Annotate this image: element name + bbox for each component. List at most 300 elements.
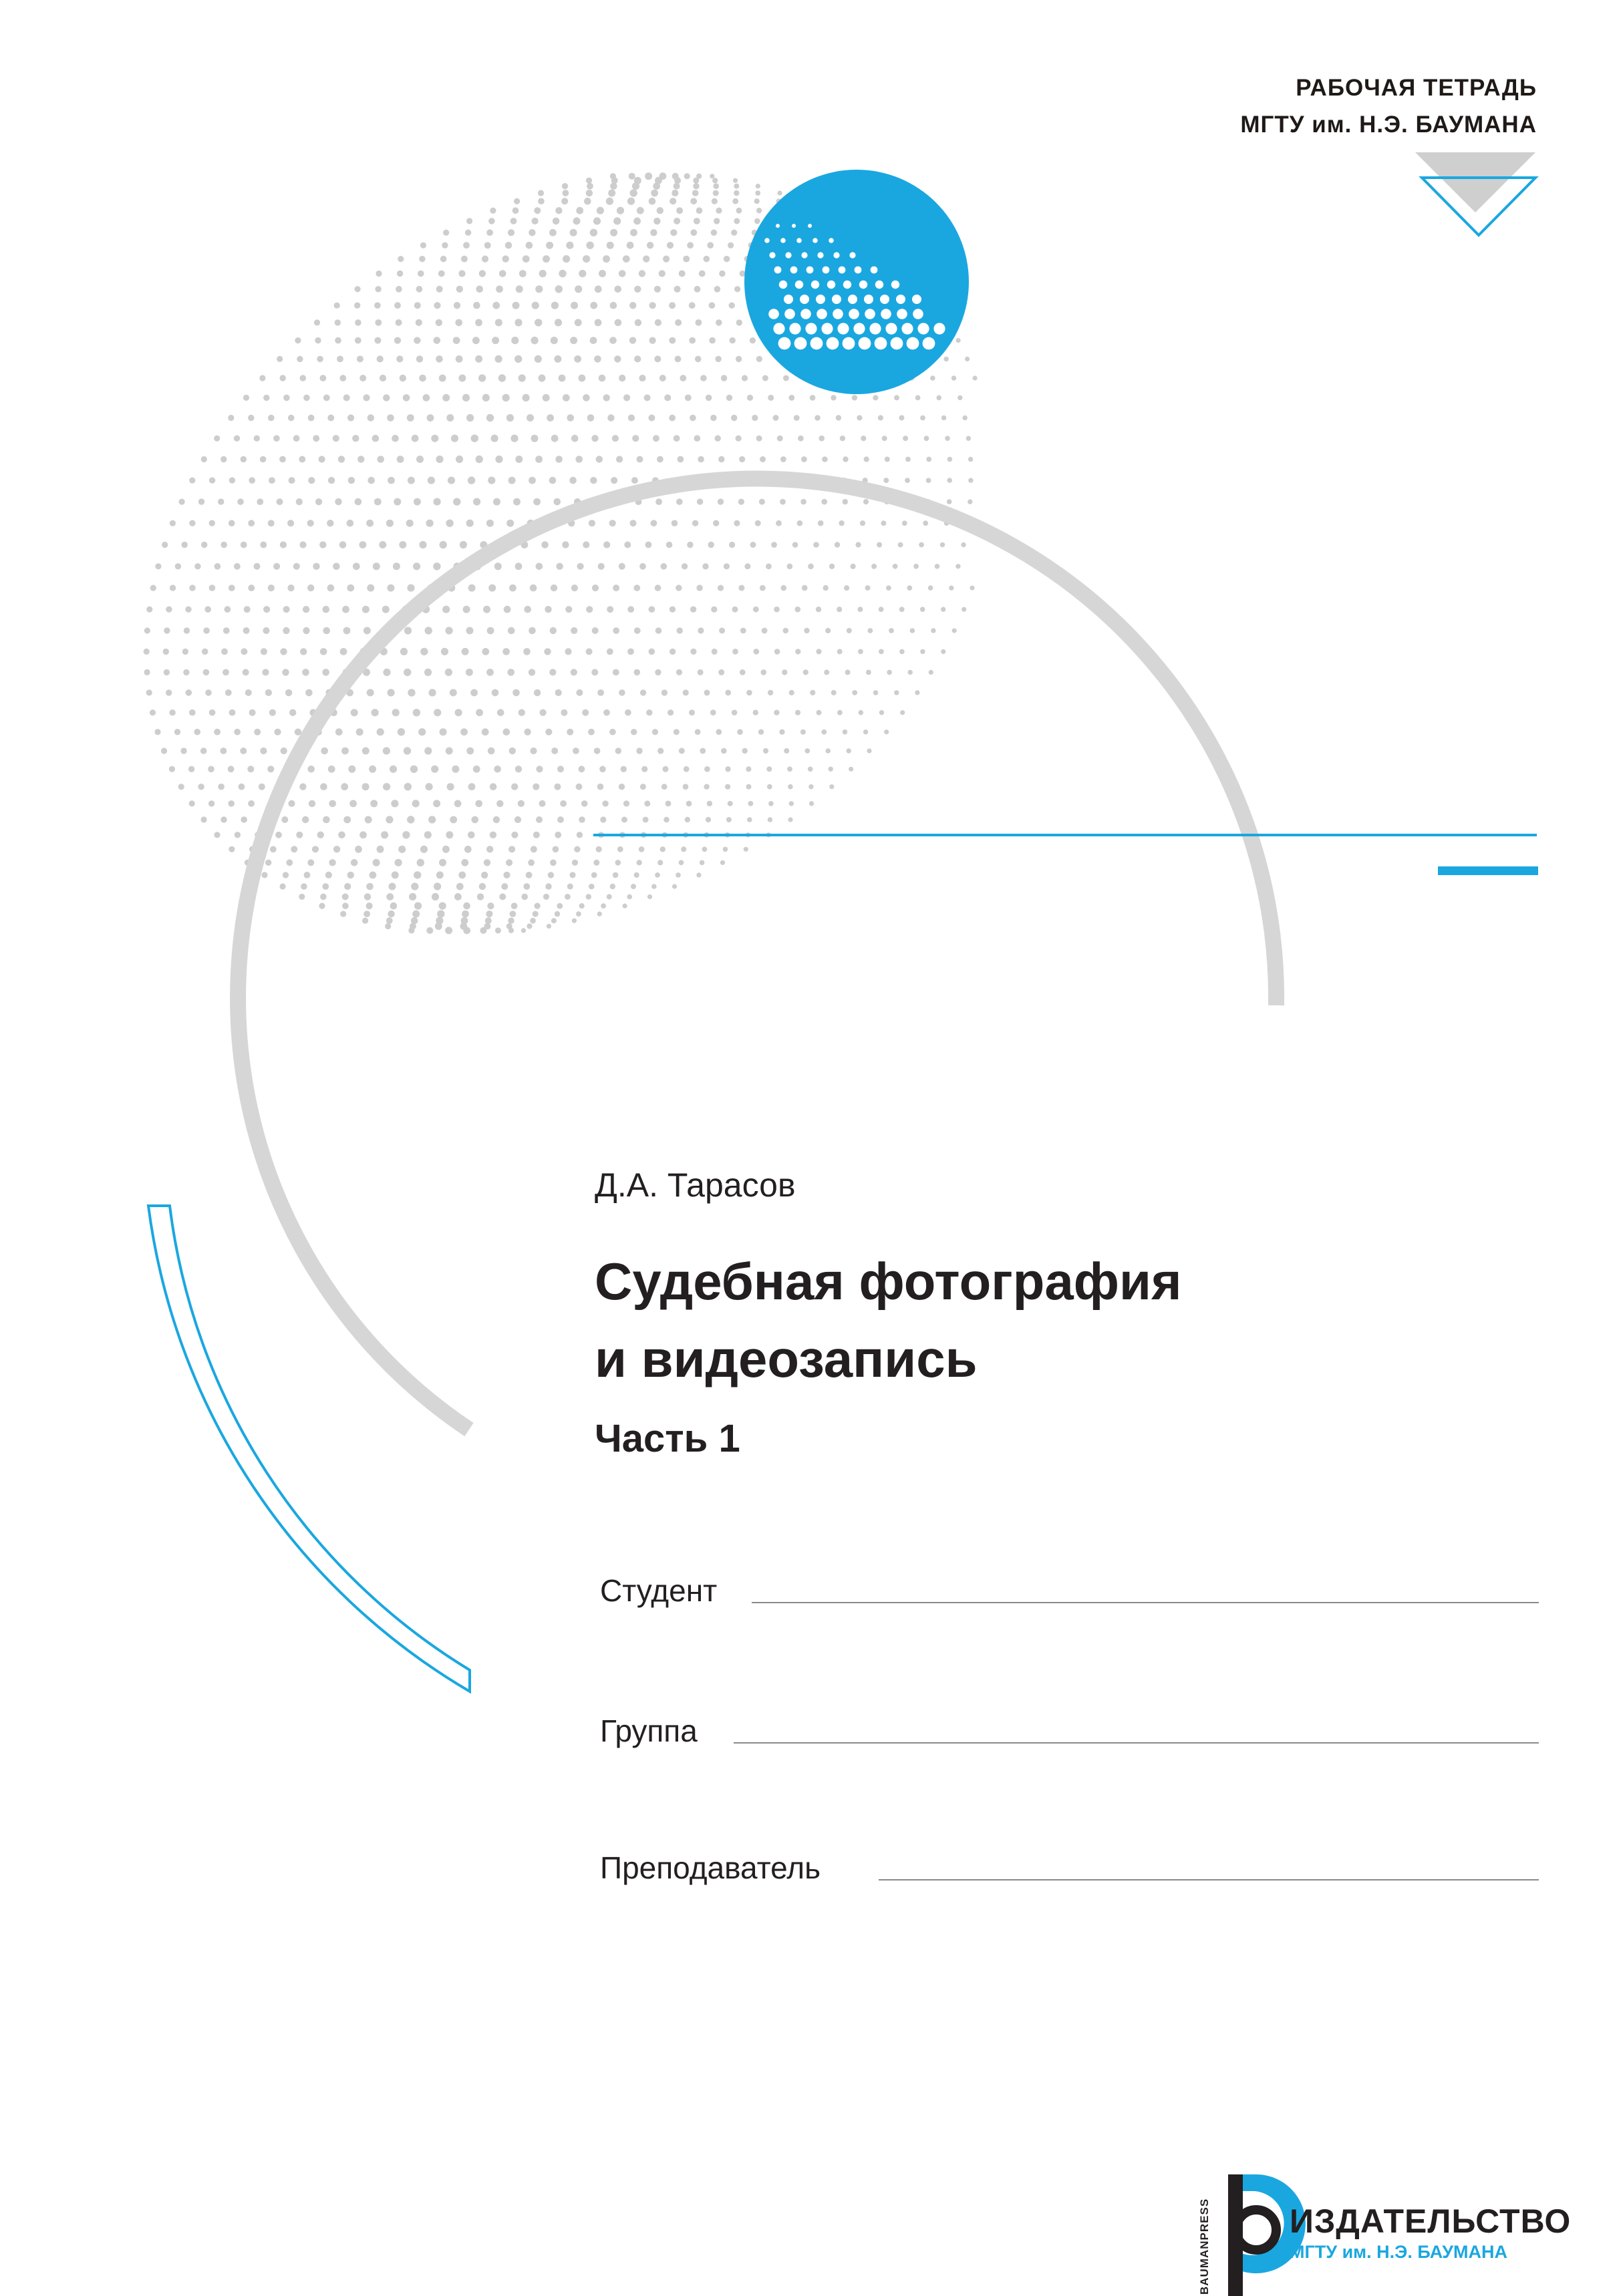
globe-dot [572,919,577,923]
publisher-vertical-text: BAUMANPRESS [1198,2198,1211,2295]
globe-dot [763,748,768,754]
globe-dot [899,607,905,612]
globe-dot [644,800,650,806]
globe-dot [567,729,573,735]
globe-dot [333,846,340,852]
globe-dot [243,395,249,401]
globe-dot [575,319,582,326]
globe-dot [359,375,366,381]
globe-dot [426,927,433,934]
globe-dot [718,585,724,591]
globe-dot [753,649,759,655]
globe-dot [597,784,604,790]
globe-dot [712,198,718,204]
globe-dot [947,457,953,462]
sphere-dot [901,323,913,334]
globe-dot [783,375,789,381]
globe-dot [684,766,690,772]
globe-dot [313,435,319,442]
globe-dot [374,498,382,506]
globe-dot [559,270,566,277]
globe-dot [413,562,420,570]
globe-dot [198,784,204,790]
globe-dot [180,748,186,754]
globe-dot [910,628,915,633]
sphere-dot [855,267,862,274]
globe-dot [440,728,447,735]
globe-dot [606,198,613,205]
globe-dot [768,395,774,401]
globe-dot [486,229,493,236]
globe-dot [579,270,586,277]
globe-dot [719,271,725,277]
sphere-dot [881,309,891,319]
globe-dot [487,627,494,635]
globe-dot [710,174,714,178]
globe-dot [693,183,699,189]
globe-dot [394,337,401,344]
globe-dot [630,520,637,526]
globe-dot [485,917,492,924]
globe-dot [547,924,551,929]
globe-dot [436,286,443,293]
globe-dot [538,198,545,204]
globe-dot [241,816,247,823]
sphere-dot [794,337,807,350]
globe-dot [781,585,787,591]
globe-dot [189,478,195,484]
globe-dot [463,242,470,249]
globe-dot [936,395,941,401]
globe-dot [710,415,716,421]
globe-dot [508,477,516,484]
globe-dot [270,846,277,853]
globe-dot [440,256,447,263]
globe-dot [461,859,468,866]
book-title-line2: и видеозапись [595,1329,978,1388]
globe-dot [476,709,483,716]
globe-dot [532,218,539,224]
globe-dot [342,606,349,613]
globe-dot [926,457,931,462]
globe-dot [885,457,890,462]
globe-dot [669,415,676,422]
globe-dot [154,729,160,735]
globe-dot [521,894,528,900]
globe-dot [503,872,510,878]
globe-dot [702,563,708,569]
globe-dot [446,748,453,755]
globe-dot [424,831,432,838]
student-line[interactable] [752,1602,1539,1603]
globe-dot [551,585,557,591]
globe-dot [362,606,370,613]
globe-dot [613,669,619,676]
globe-dot [696,872,701,877]
globe-dot [695,356,702,363]
globe-dot [400,648,408,655]
globe-dot [907,585,912,591]
globe-dot [652,729,658,735]
globe-dot [687,542,693,548]
globe-dot [567,884,573,890]
globe-dot [784,748,789,754]
sphere-dot [784,295,793,304]
globe-dot [189,520,195,526]
globe-dot [929,670,933,675]
globe-dot [756,184,760,188]
globe-dot [721,748,727,754]
globe-dot [571,627,577,634]
globe-dot [392,709,400,716]
globe-dot [858,649,863,655]
globe-dot [771,542,777,548]
globe-dot [244,606,251,613]
globe-dot [245,689,252,696]
globe-dot [674,729,680,735]
globe-dot [502,648,510,655]
globe-dot [488,477,495,484]
globe-dot [357,456,364,462]
globe-dot [248,415,254,421]
sphere-dot [923,337,935,350]
globe-dot [657,860,663,865]
sphere-dot [827,281,835,289]
globe-dot [731,230,737,236]
globe-dot [924,436,929,441]
globe-dot [366,883,374,890]
sphere-dot [823,267,830,274]
teacher-line[interactable] [879,1879,1539,1880]
globe-dot [484,242,491,249]
globe-dot [383,669,390,676]
globe-dot [944,357,949,361]
globe-dot [955,564,960,568]
globe-dot [288,800,295,807]
globe-dot [439,903,446,910]
globe-dot [178,784,184,790]
globe-dot [873,395,878,400]
globe-dot [347,872,354,878]
globe-dot [418,728,426,735]
globe-dot [416,286,423,293]
globe-dot [676,498,683,505]
globe-dot [725,766,730,772]
globe-dot [497,709,504,716]
globe-dot [462,648,469,655]
globe-dot [543,894,549,900]
globe-dot [241,542,247,548]
globe-dot [379,541,386,548]
globe-dot [209,709,216,716]
globe-dot [541,541,549,548]
globe-dot [867,748,871,753]
globe-dot [719,628,725,634]
globe-dot [649,198,656,205]
globe-dot [968,478,973,482]
sphere-dot [837,323,849,334]
globe-dot [684,173,690,179]
globe-dot [639,375,645,381]
globe-dot [669,302,676,309]
sphere-dot [917,323,929,334]
globe-dot [386,520,394,527]
globe-dot [407,585,414,592]
globe-dot [808,767,813,772]
globe-dot [640,689,646,695]
globe-dot [470,689,478,697]
globe-dot [341,783,348,790]
globe-dot [753,607,759,613]
globe-dot [431,766,438,773]
globe-dot [348,477,355,484]
globe-dot [583,255,590,263]
globe-dot [579,816,585,823]
globe-dot [468,585,476,592]
globe-dot [692,190,699,196]
globe-dot [228,415,234,421]
globe-dot [462,911,469,918]
globe-dot [490,208,496,214]
globe-dot [849,767,853,772]
globe-dot [308,477,315,484]
globe-dot [293,563,300,570]
globe-dot [480,927,486,934]
globe-dot [546,242,553,249]
globe-dot [804,748,810,754]
globe-dot [319,456,325,462]
sphere-dot [859,337,871,350]
globe-dot [736,436,742,442]
globe-dot [262,669,269,675]
globe-dot [458,270,465,277]
globe-dot [740,628,746,634]
globe-dot [634,286,641,293]
publisher-name: ИЗДАТЕЛЬСТВО [1290,2202,1572,2240]
globe-dot [535,285,543,293]
globe-dot [756,356,762,362]
globe-dot [445,927,452,934]
globe-dot [718,669,724,675]
globe-dot [186,689,192,696]
globe-dot [283,627,289,634]
globe-dot [831,690,837,695]
globe-dot [744,563,750,569]
globe-dot [610,884,615,889]
globe-dot [439,859,446,866]
globe-dot [466,520,474,527]
globe-dot [535,319,542,326]
globe-dot [300,375,307,381]
globe-dot [627,606,634,613]
globe-dot [549,229,557,236]
globe-dot [260,748,267,754]
globe-dot [666,801,672,807]
sphere-dot [885,323,897,334]
globe-dot [305,689,313,697]
globe-dot [609,729,616,735]
globe-dot [550,627,557,634]
blue-outline-arc [148,1206,470,1691]
globe-dot [319,903,325,909]
globe-dot [400,375,406,381]
globe-dot [649,337,656,344]
globe-dot [612,435,619,442]
sphere-dot [875,337,887,350]
globe-dot [475,355,482,363]
globe-dot [795,649,800,654]
globe-dot [166,689,172,695]
series-label-line1: РАБОЧАЯ ТЕТРАДЬ [1296,75,1537,101]
globe-dot [174,729,180,735]
globe-dot [905,457,911,462]
globe-dot [631,884,636,889]
globe-dot [586,648,593,655]
globe-dot [414,903,422,910]
globe-dot [373,562,380,570]
globe-dot [767,784,772,790]
globe-dot [591,435,598,442]
globe-dot [302,669,309,676]
globe-dot [952,628,957,633]
globe-dot [865,585,871,591]
globe-dot [928,585,933,591]
sphere-dot [913,309,923,319]
globe-dot [453,498,460,505]
globe-dot [810,690,815,695]
globe-dot [816,649,821,654]
globe-dot [268,585,275,591]
globe-dot [473,302,480,309]
globe-dot [524,729,531,735]
globe-dot [591,872,597,878]
globe-dot [696,319,702,326]
globe-dot [397,271,403,277]
globe-dot [299,541,306,548]
globe-dot [296,832,303,838]
globe-dot [392,435,399,442]
globe-dot [488,748,495,755]
sphere-dot [774,267,782,274]
sphere-dot [843,281,851,289]
globe-dot [482,648,489,655]
globe-dot [586,178,592,184]
globe-dot [366,520,374,527]
globe-dot [376,271,382,277]
globe-dot [553,218,560,225]
globe-dot [734,190,739,196]
globe-dot [742,375,748,381]
globe-dot [369,766,376,773]
globe-dot [625,709,631,716]
sphere-dot [907,337,919,350]
globe-dot [780,456,786,462]
globe-dot [609,337,617,344]
globe-dot [821,499,827,505]
globe-dot [734,218,740,224]
globe-dot [760,585,766,591]
globe-dot [740,669,746,675]
globe-dot [795,710,800,715]
globe-dot [674,177,681,184]
globe-dot [372,709,379,716]
globe-dot [463,903,470,910]
globe-dot [813,542,819,548]
globe-dot [739,456,745,462]
globe-dot [760,456,766,462]
globe-dot [555,911,560,917]
globe-dot [411,882,418,890]
globe-dot [243,669,249,675]
globe-dot [483,606,490,613]
globe-dot [396,319,402,326]
globe-dot [675,356,682,363]
globe-dot [327,415,334,422]
globe-dot [321,748,328,755]
globe-dot [532,302,539,309]
globe-dot [340,911,346,917]
globe-dot [798,436,804,442]
globe-dot [194,563,200,569]
globe-dot [724,563,730,569]
globe-dot [945,436,950,441]
sphere-dot [827,337,839,350]
globe-dot [534,689,541,696]
globe-dot [511,337,519,344]
globe-dot [490,832,496,838]
globe-dot [659,375,666,381]
group-line[interactable] [734,1742,1539,1744]
globe-dot [551,748,558,754]
globe-dot [530,748,537,754]
globe-dot [677,627,683,633]
globe-dot [494,766,501,773]
globe-dot [468,783,476,790]
globe-dot [729,303,735,309]
globe-dot [348,766,355,773]
globe-dot [494,562,502,570]
globe-dot [337,356,343,363]
globe-dot [161,748,167,754]
globe-dot [603,394,610,401]
globe-dot [787,766,792,772]
globe-dot [902,520,907,526]
globe-dot [956,338,961,343]
globe-dot [700,860,705,866]
globe-dot [356,728,363,735]
globe-dot [398,728,405,735]
globe-dot [930,375,935,381]
globe-dot [434,302,440,309]
globe-dot [309,800,315,807]
globe-dot [698,627,704,633]
globe-dot [389,883,396,890]
globe-dot [387,585,394,592]
globe-dot [762,375,768,381]
globe-dot [639,563,646,570]
globe-dot [254,563,261,570]
globe-dot [390,766,397,773]
globe-dot [696,585,702,591]
globe-dot [711,230,717,236]
globe-dot [254,436,260,442]
globe-dot [573,217,581,224]
globe-dot [375,286,381,292]
globe-dot [220,542,227,548]
globe-dot [655,498,662,505]
globe-dot [475,800,482,808]
globe-dot [774,649,780,655]
